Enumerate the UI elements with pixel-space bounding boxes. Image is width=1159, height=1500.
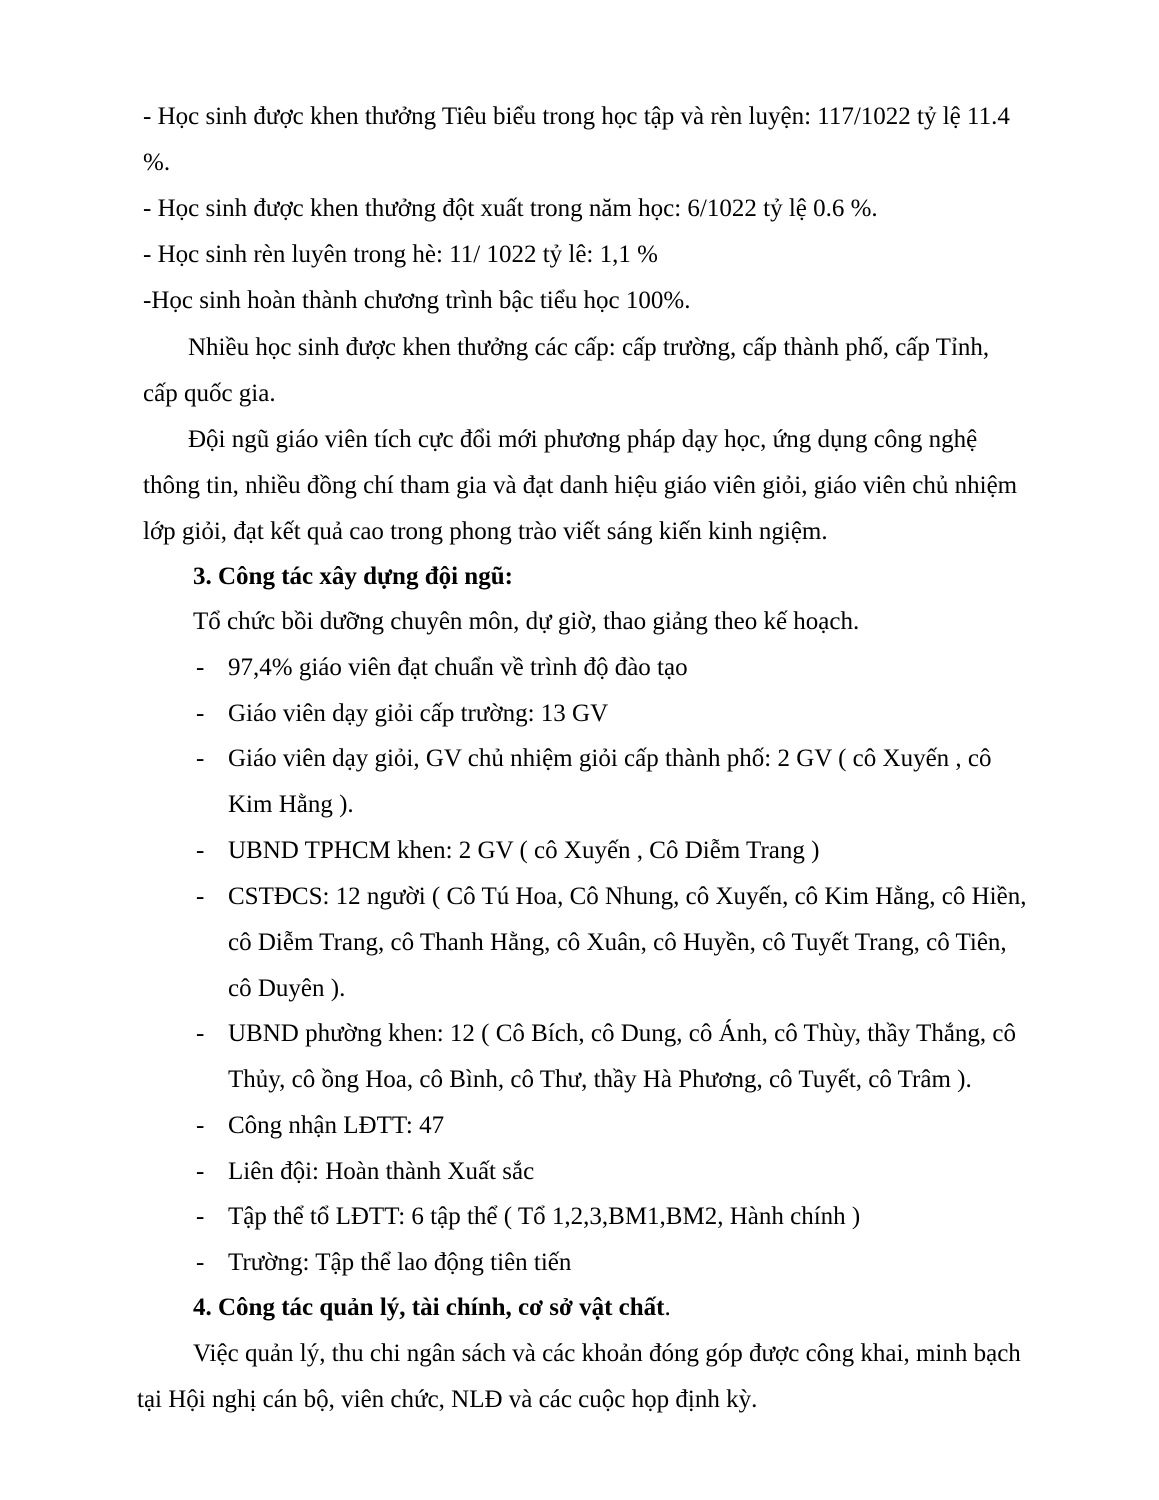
list-item: Công nhận LĐTT: 47 <box>228 1112 445 1139</box>
bullet-dash: - <box>196 1112 205 1139</box>
bullet-dash: - <box>196 654 205 681</box>
section-4-paragraph-line2: tại Hội nghị cán bộ, viên chức, NLĐ và các cuộc họp định kỳ. <box>137 1386 758 1413</box>
list-item-continuation: Kim Hằng ). <box>228 791 354 818</box>
result-line-completion: -Học sinh hoàn thành chương trình bậc tiểu học 100%. <box>143 287 691 314</box>
list-item: UBND TPHCM khen: 2 GV ( cô Xuyến , Cô Diễm Trang ) <box>228 837 820 864</box>
section-4-heading-line <box>193 1293 671 1323</box>
list-item: Giáo viên dạy giỏi, GV chủ nhiệm giỏi cấp thành phố: 2 GV ( cô Xuyến , cô <box>228 745 992 772</box>
section-4-paragraph-line1: Việc quản lý, thu chi ngân sách và các khoản đóng góp được công khai, minh bạch <box>193 1340 1021 1367</box>
list-item: Trường: Tập thể lao động tiên tiến <box>228 1249 572 1276</box>
bullet-dash: - <box>196 745 205 772</box>
teachers-paragraph-line1: Đội ngũ giáo viên tích cực đổi mới phương pháp dạy học, ứng dụng công nghệ <box>188 426 978 453</box>
section-4-heading-period: . <box>664 1294 671 1321</box>
bullet-dash: - <box>196 837 205 864</box>
awards-paragraph-line2: cấp quốc gia. <box>143 380 276 407</box>
list-item-continuation: cô Duyên ). <box>228 975 346 1002</box>
awards-paragraph-line1: Nhiều học sinh được khen thưởng các cấp: cấp trường, cấp thành phố, cấp Tỉnh, <box>188 334 990 361</box>
bullet-dash: - <box>196 700 205 727</box>
list-item: UBND phường khen: 12 ( Cô Bích, cô Dung, cô Ánh, cô Thùy, thầy Thắng, cô <box>228 1020 1017 1047</box>
section-3-intro: Tổ chức bồi dưỡng chuyên môn, dự giờ, thao giảng theo kế hoạch. <box>193 608 860 635</box>
result-line-summer-training: - Học sinh rèn luyên trong hè: 11/ 1022 tỷ lê: 1,1 % <box>143 241 658 268</box>
list-item-continuation: cô Diễm Trang, cô Thanh Hằng, cô Xuân, cô Huyền, cô Tuyết Trang, cô Tiên, <box>228 929 1007 956</box>
bullet-dash: - <box>196 1158 205 1185</box>
list-item: 97,4% giáo viên đạt chuẩn về trình độ đào tạo <box>228 654 688 681</box>
bullet-dash: - <box>196 1020 205 1047</box>
teachers-paragraph-line3: lớp giỏi, đạt kết quả cao trong phong trào viết sáng kiến kinh ngiệm. <box>143 518 828 545</box>
bullet-dash: - <box>196 1249 205 1276</box>
list-item: Tập thể tổ LĐTT: 6 tập thể ( Tổ 1,2,3,BM1,BM2, Hành chính ) <box>228 1203 861 1230</box>
list-item: CSTĐCS: 12 người ( Cô Tú Hoa, Cô Nhung, cô Xuyến, cô Kim Hằng, cô Hiền, <box>228 883 1027 910</box>
list-item: Liên đội: Hoàn thành Xuất sắc <box>228 1158 535 1185</box>
result-line-outstanding: - Học sinh được khen thưởng Tiêu biểu trong học tập và rèn luyện: 117/1022 tỷ lệ 11.4 <box>143 103 1010 130</box>
list-item: Giáo viên dạy giỏi cấp trường: 13 GV <box>228 700 609 727</box>
section-4-heading: 4. Công tác quản lý, tài chính, cơ sở vật chất <box>193 1294 665 1321</box>
result-line-outstanding-cont: %. <box>143 149 171 176</box>
teachers-paragraph-line2: thông tin, nhiều đồng chí tham gia và đạt danh hiệu giáo viên giỏi, giáo viên chủ nhiệm <box>143 472 1018 499</box>
result-line-special-award: - Học sinh được khen thưởng đột xuất trong năm học: 6/1022 tỷ lệ 0.6 %. <box>143 195 878 222</box>
section-3-heading: 3. Công tác xây dựng đội ngũ: <box>193 563 513 590</box>
bullet-dash: - <box>196 1203 205 1230</box>
bullet-dash: - <box>196 883 205 910</box>
list-item-continuation: Thủy, cô ồng Hoa, cô Bình, cô Thư, thầy Hà Phương, cô Tuyết, cô Trâm ). <box>228 1066 972 1093</box>
